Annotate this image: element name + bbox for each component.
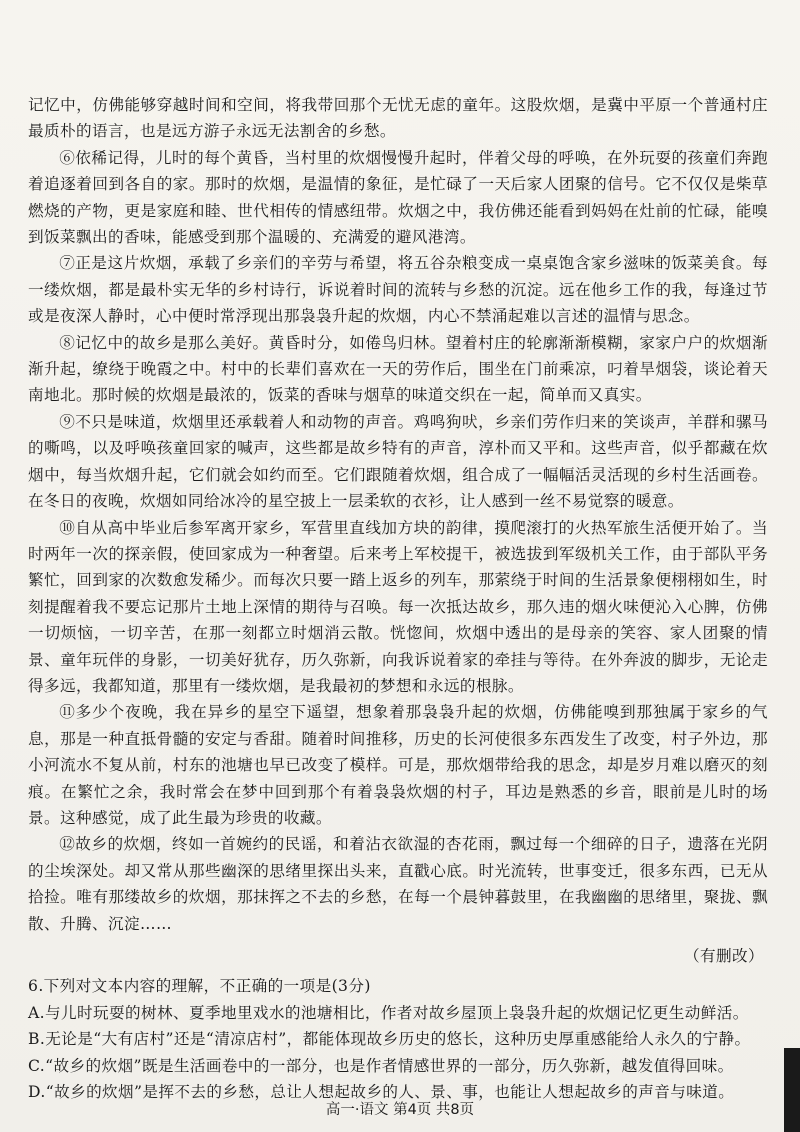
question-stem: 6.下列对文本内容的理解，不正确的一项是(3分) xyxy=(28,977,371,996)
article-paragraph-9: ⑨不只是味道，炊烟里还承载着人和动物的声音。鸡鸣狗吠，乡亲们劳作归来的笑谈声，羊群和骡马的嘶鸣，以及呼唤孩童回家的喊声，这些都是故乡特有的声音，淳朴而又平和。这些声音，似乎都藏在炊烟中，每当炊烟升起，它们就会如约而至。它们跟随着炊烟，组合成了一幅幅活灵活现的乡村生活画卷。在冬日的夜晚，炊烟如同给冰冷的星空披上一层柔软的衣衫，让人感到一丝不易觉察的暖意。 xyxy=(28,412,768,511)
article-body xyxy=(28,92,768,1105)
question-6 xyxy=(28,973,768,1105)
page-footer: 高一·语文 第4页 共8页 xyxy=(325,1102,475,1118)
scan-edge-mark xyxy=(784,1048,800,1132)
option-a: A.与儿时玩耍的树林、夏季地里戏水的池塘相比，作者对故乡屋顶上袅袅升起的炊烟记忆更生动鲜活。 xyxy=(28,1003,749,1022)
article-paragraph-11: ⑪多少个夜晚，我在异乡的星空下遥望，想象着那袅袅升起的炊烟，仿佛能嗅到那独属于家乡的气息，那是一种直抵骨髓的安定与香甜。随着时间推移，历史的长河使很多东西发生了改变，村子外边，那小河流水不复从前，村东的池塘也早已改变了模样。可是，那炊烟带给我的思念，却是岁月难以磨灭的刻痕。在繁忙之余，我时常会在梦中回到那个有着袅袅炊烟的村子，耳边是熟悉的乡音，眼前是儿时的场景。这种感觉，成了此生最为珍贵的收藏。 xyxy=(28,703,768,827)
option-b: B.无论是“大有店村”还是“清凉店村”，都能体现故乡历史的悠长，这种历史厚重感能给人永久的宁静。 xyxy=(28,1030,751,1049)
article-paragraph-7: ⑦正是这片炊烟，承载了乡亲们的辛劳与希望，将五谷杂粮变成一桌桌饱含家乡滋味的饭菜美食。每一缕炊烟，都是最朴实无华的乡村诗行，诉说着时间的流转与乡愁的沉淀。远在他乡工作的我，每逢过节或是夜深人静时，心中便时常浮现出那袅袅升起的炊烟，内心不禁涌起难以言述的温情与思念。 xyxy=(28,254,768,326)
article-paragraph-10: ⑩自从高中毕业后参军离开家乡，军营里直线加方块的韵律，摸爬滚打的火热军旅生活便开始了。当时两年一次的探亲假，使回家成为一种奢望。后来考上军校提干，被选拔到军级机关工作，由于部队平务繁忙，回到家的次数愈发稀少。而每次只要一踏上返乡的列车，那萦绕于时间的生活景象便栩栩如生，时刻提醒着我不要忘记那片土地上深情的期待与召唤。每一次抵达故乡，那久违的烟火味便沁入心脾，仿佛一切烦恼，一切辛苦，在那一刻都立时烟消云散。恍惚间，炊烟中透出的是母亲的笑容、家人团聚的情景、童年玩伴的身影，一切美好犹存，历久弥新，向我诉说着家的牵挂与等待。在外奔波的脚步，无论走得多远，我都知道，那里有一缕炊烟，是我最初的梦想和永远的根脉。 xyxy=(28,518,768,695)
article-paragraph-8: ⑧记忆中的故乡是那么美好。黄昏时分，如倦鸟归林。望着村庄的轮廓渐渐模糊，家家户户的炊烟渐渐升起，缭绕于晚霞之中。村中的长辈们喜欢在一天的劳作后，围坐在门前乘凉，叼着旱烟袋，谈论着天南地北。那时候的炊烟是最浓的，饭菜的香味与烟草的味道交织在一起，简单而又真实。 xyxy=(28,333,768,405)
article-paragraph-continued: 记忆中，仿佛能够穿越时间和空间，将我带回那个无忧无虑的童年。这股炊烟，是冀中平原一个普通村庄最质朴的语言，也是远方游子永远无法割舍的乡愁。 xyxy=(28,96,768,141)
option-d: D.“故乡的炊烟”是挥不去的乡愁，总让人想起故乡的人、景、事，也能让人想起故乡的声音与味道。 xyxy=(28,1083,735,1102)
source-note: （有删改） xyxy=(684,947,764,965)
article-paragraph-12: ⑫故乡的炊烟，终如一首婉约的民谣，和着沾衣欲湿的杏花雨，飘过每一个细碎的日子，遗落在光阴的尘埃深处。却又常从那些幽深的思绪里探出头来，直戳心底。时光流转，世事变迁，很多东西，已无从拾捡。唯有那缕故乡的炊烟，那抹挥之不去的乡愁，在每一个晨钟暮鼓里，在我幽幽的思绪里，聚拢、飘散、升腾、沉淀…… xyxy=(28,835,768,933)
article-paragraph-6: ⑥依稀记得，儿时的每个黄昏，当村里的炊烟慢慢升起时，伴着父母的呼唤，在外玩耍的孩童们奔跑着追逐着回到各自的家。那时的炊烟，是温情的象征，是忙碌了一天后家人团聚的信号。它不仅仅是柴草燃烧的产物，更是家庭和睦、世代相传的情感纽带。炊烟之中，我仿佛还能看到妈妈在灶前的忙碌，能嗅到饭菜飘出的香味，能感受到那个温暖的、充满爱的避风港湾。 xyxy=(28,148,768,247)
option-c: C.“故乡的炊烟”既是生活画卷中的一部分，也是作者情感世界的一部分，历久弥新，越发值得回味。 xyxy=(28,1056,734,1075)
